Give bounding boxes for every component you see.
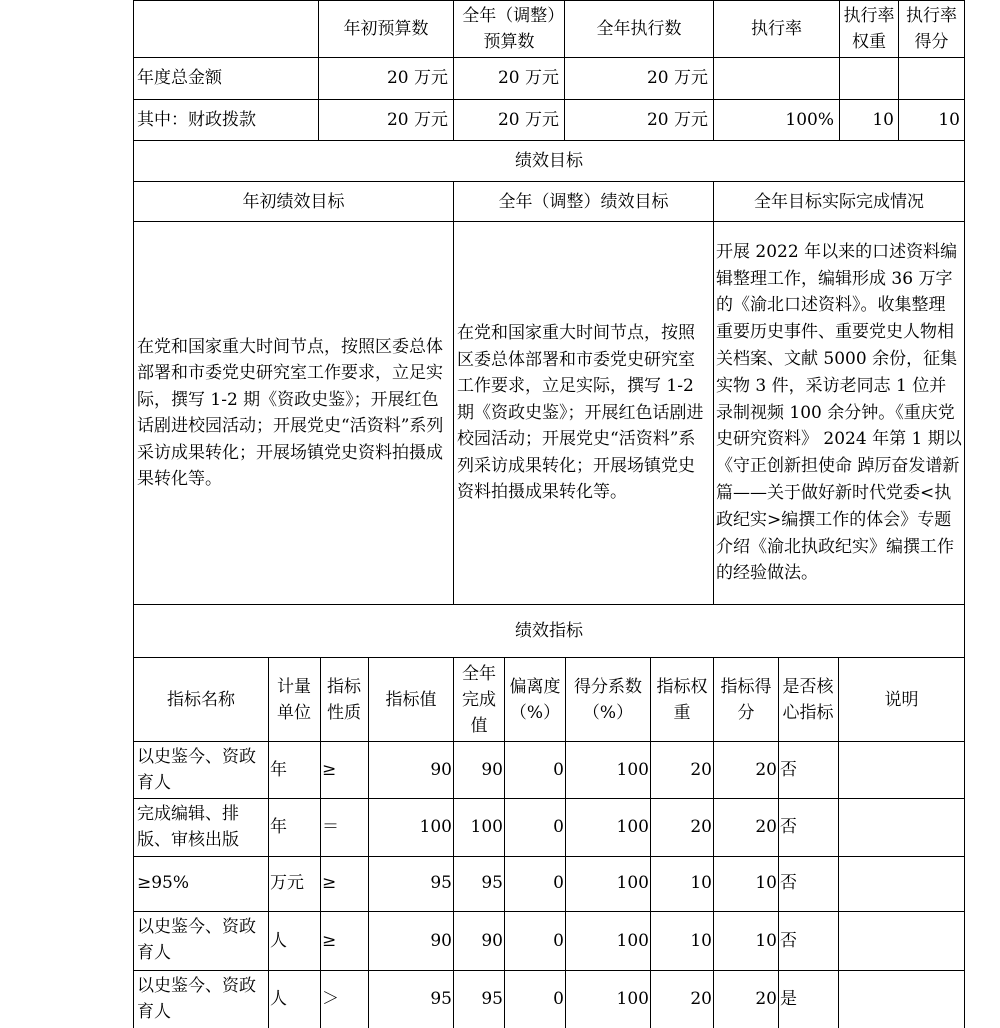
indicator-actual: 100 <box>470 817 503 837</box>
indicator-actual: 95 <box>481 989 503 1009</box>
indicator-unit: 人 <box>270 931 287 951</box>
indicator-coefficient: 100 <box>616 760 649 780</box>
indicator-weight: 20 <box>690 760 712 780</box>
indicator-core: 是 <box>780 989 797 1009</box>
header-rate-score: 执行率得分 <box>906 6 957 52</box>
indicator-deviation: 0 <box>553 760 564 780</box>
indicator-unit: 年 <box>270 760 287 780</box>
indicator-weight: 20 <box>690 817 712 837</box>
header-initial-budget: 年初预算数 <box>343 19 429 39</box>
header-actual-completion: 全年目标实际完成情况 <box>754 191 924 212</box>
indicator-nature: ≥ <box>322 931 337 951</box>
indicator-score: 20 <box>755 760 777 780</box>
indicator-weight: 10 <box>690 873 712 893</box>
indicator-coefficient: 100 <box>616 931 649 951</box>
indicator-coefficient: 100 <box>616 817 649 837</box>
indicator-deviation: 0 <box>553 817 564 837</box>
header-unit: 计量单位 <box>277 676 311 723</box>
indicator-name: 以史鉴今、资政育人 <box>137 747 256 793</box>
indicator-name: 以史鉴今、资政育人 <box>137 976 256 1022</box>
indicator-score: 10 <box>755 873 777 893</box>
header-target: 指标值 <box>385 689 437 710</box>
header-adjusted-goal: 全年（调整）绩效目标 <box>498 191 669 212</box>
indicator-actual: 90 <box>481 931 503 951</box>
header-indicator-score: 指标得分 <box>720 676 772 723</box>
indicator-name: ≥95% <box>137 873 190 893</box>
adjusted-goal-text: 在党和国家重大时间节点，按照区委总体部署和市委党史研究室工作要求，立足实际，撰写 1-2 期《资政史鉴》；开展红色话剧进校园活动；开展党史“活资料”系列采访成果转化；开展场镇党史资料拍摄成果转化等。 <box>457 323 704 503</box>
indicator-core: 否 <box>780 931 797 951</box>
header-is-core: 是否核心指标 <box>782 676 834 723</box>
actual-completion-text: 开展 2022 年以来的口述资料编辑整理工作，编辑形成 36 万字的《渝北口述资料》。收集整理重要历史事件、重要党史人物相关档案、文献 5000 余份，征集实物 3 件，采访老同志 1 位并录制视频 100 余分钟。《重庆党史研究资料》 2024 年第 1 期以《守正创新担使命 踔厉奋发谱新篇——关于做好新时代党委<执政纪实>编撰工作的体会》专题介绍《渝北执政纪实》编撰工作的经验做法。 <box>716 241 962 584</box>
indicator-deviation: 0 <box>553 873 564 893</box>
row-fiscal-weight: 10 <box>872 110 894 130</box>
row-total-executed: 20 万元 <box>646 68 708 88</box>
indicator-nature: ＝ <box>322 817 339 837</box>
indicator-name: 完成编辑、排版、审核出版 <box>137 804 239 850</box>
indicator-deviation: 0 <box>553 931 564 951</box>
row-fiscal-label: 其中：财政拨款 <box>137 110 256 130</box>
initial-goal-text: 在党和国家重大时间节点，按照区委总体部署和市委党史研究室工作要求，立足实际，撰写 1-2 期《资政史鉴》；开展红色话剧进校园活动；开展党史“活资料”系列采访成果转化；开展场镇党史资料拍摄成果转化等。 <box>137 336 444 489</box>
row-total-initial: 20 万元 <box>386 68 448 88</box>
indicator-actual: 90 <box>481 760 503 780</box>
header-rate-weight: 执行率权重 <box>843 6 895 52</box>
indicator-target: 95 <box>430 989 452 1009</box>
header-deviation: 偏离度（%） <box>509 676 561 723</box>
indicator-unit: 万元 <box>270 873 304 893</box>
header-adjusted-budget: 全年（调整）预算数 <box>462 6 556 52</box>
indicator-score: 20 <box>755 989 777 1009</box>
indicator-target: 90 <box>430 760 452 780</box>
indicator-coefficient: 100 <box>616 989 649 1009</box>
header-nature: 指标性质 <box>327 676 361 723</box>
row-total-label: 年度总金额 <box>137 68 222 88</box>
row-total-adjusted: 20 万元 <box>497 68 559 88</box>
indicators-section-title: 绩效指标 <box>515 621 583 641</box>
indicator-deviation: 0 <box>553 989 564 1009</box>
header-coefficient: 得分系数（%） <box>574 676 642 723</box>
row-fiscal-rate: 100% <box>785 110 834 130</box>
header-indicator-name: 指标名称 <box>167 689 235 710</box>
row-fiscal-executed: 20 万元 <box>646 110 708 130</box>
indicator-score: 20 <box>755 817 777 837</box>
indicator-unit: 年 <box>270 817 287 837</box>
header-actual-value: 全年完成值 <box>462 663 496 736</box>
indicator-nature: ≥ <box>322 760 337 780</box>
indicator-score: 10 <box>755 931 777 951</box>
header-note: 说明 <box>884 689 919 710</box>
row-fiscal-score: 10 <box>938 110 960 130</box>
indicator-core: 否 <box>780 817 797 837</box>
indicator-nature: ≥ <box>322 873 337 893</box>
indicator-target: 100 <box>419 817 452 837</box>
indicator-actual: 95 <box>481 873 503 893</box>
indicator-target: 90 <box>430 931 452 951</box>
row-fiscal-adjusted: 20 万元 <box>497 110 559 130</box>
indicator-weight: 10 <box>690 931 712 951</box>
indicator-coefficient: 100 <box>616 873 649 893</box>
header-initial-goal: 年初绩效目标 <box>242 191 345 212</box>
indicator-name: 以史鉴今、资政育人 <box>137 917 256 963</box>
indicator-weight: 20 <box>690 989 712 1009</box>
indicator-core: 否 <box>780 873 797 893</box>
indicator-unit: 人 <box>270 989 287 1009</box>
indicator-core: 否 <box>780 760 797 780</box>
header-executed: 全年执行数 <box>596 19 682 39</box>
row-fiscal-initial: 20 万元 <box>386 110 448 130</box>
goals-section-title: 绩效目标 <box>515 151 583 171</box>
indicator-target: 95 <box>430 873 452 893</box>
indicator-nature: ＞ <box>322 989 339 1009</box>
header-rate: 执行率 <box>751 19 802 39</box>
header-indicator-weight: 指标权重 <box>656 676 708 723</box>
